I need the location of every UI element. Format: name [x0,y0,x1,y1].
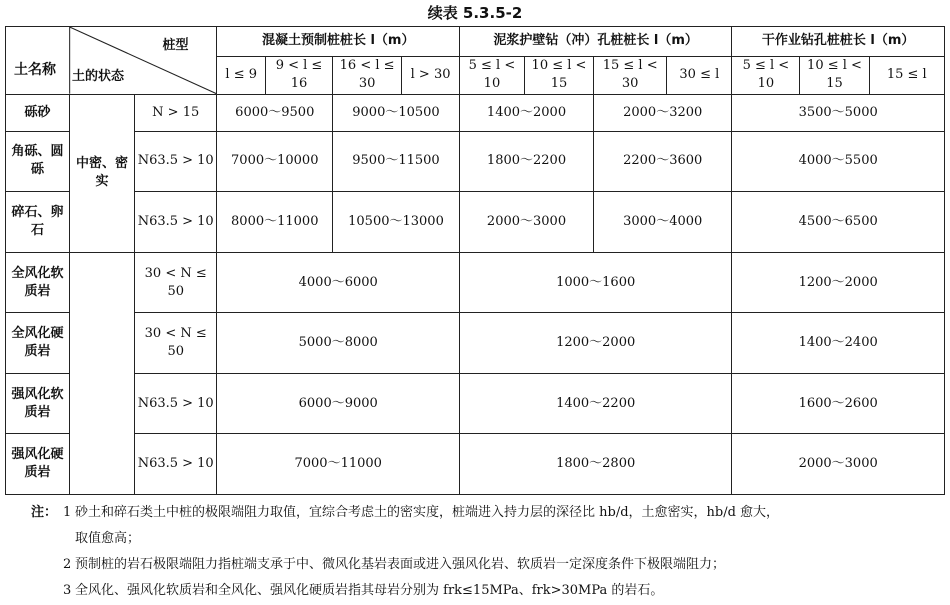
length-header: l ≤ 9 [217,56,265,94]
note-number: 2 [63,557,72,572]
length-header: 15 ≤ l [869,56,944,94]
value-cell: 10500～13000 [333,192,460,253]
group-header-dry: 干作业钻孔桩桩长 l（m） [732,27,945,57]
note-item [5,500,945,526]
value-cell: 8000～11000 [217,192,333,253]
table-row [6,373,945,434]
value-cell: 1800～2200 [459,131,593,192]
value-cell: 6000～9000 [217,373,459,434]
header-diagonal-cell [6,27,217,95]
note-continuation [5,526,945,552]
value-cell: 4000～6000 [217,252,459,313]
value-cell: 1200～2000 [459,313,731,374]
group-header-precast: 混凝土预制桩桩长 l（m） [217,27,459,57]
soil-state-cell-empty [69,252,134,494]
condition-cell: N63.5 > 10 [134,131,217,192]
length-header: 5 ≤ l < 10 [732,56,800,94]
value-cell: 2000～3200 [594,94,732,131]
resistance-table [5,26,945,495]
condition-cell: N > 15 [134,94,217,131]
value-cell: 1200～2000 [732,252,945,313]
length-header: 15 ≤ l < 30 [594,56,667,94]
table-row [6,252,945,313]
condition-cell: 30 < N ≤ 50 [134,313,217,374]
soil-name-cell: 角砾、圆砾 [6,131,70,192]
value-cell: 2200～3600 [594,131,732,192]
value-cell: 1000～1600 [459,252,731,313]
soil-name-cell: 强风化软质岩 [6,373,70,434]
value-cell: 1400～2400 [732,313,945,374]
soil-name-cell: 全风化软质岩 [6,252,70,313]
pile-type-label: 桩型 [162,38,189,53]
note-item [5,552,945,578]
value-cell: 4500～6500 [732,192,945,253]
value-cell: 2000～3000 [732,434,945,495]
value-cell: 3500～5000 [732,94,945,131]
soil-name-cell: 强风化硬质岩 [6,434,70,495]
value-cell: 6000～9500 [217,94,333,131]
note-text: 取值愈高； [75,531,141,546]
condition-cell: N63.5 > 10 [134,373,217,434]
table-row [6,131,945,192]
length-header: 10 ≤ l < 15 [524,56,593,94]
group-header-slurry: 泥浆护壁钻（冲）孔桩桩长 l（m） [459,27,731,57]
table-row [6,94,945,131]
value-cell: 5000～8000 [217,313,459,374]
note-text: 砂土和碎石类土中桩的极限端阻力取值，宜综合考虑土的密实度，桩端进入持力层的深径比 hb/d，土愈密实，hb/d 愈大， [75,505,780,520]
notes-label: 注： [30,505,57,520]
value-cell: 9000～10500 [333,94,460,131]
length-header: l > 30 [402,56,460,94]
table-row [6,313,945,374]
note-number: 1 [63,505,72,520]
soil-state-cell: 中密、密实 [69,94,134,252]
value-cell: 7000～10000 [217,131,333,192]
notes-section [5,500,945,604]
soil-name-cell: 砾砂 [6,94,70,131]
note-text: 预制桩的岩石极限端阻力指桩端支承于中、微风化基岩表面或进入强风化岩、软质岩一定深度条件下极限端阻力； [75,557,726,572]
value-cell: 1800～2800 [459,434,731,495]
condition-cell: N63.5 > 10 [134,192,217,253]
condition-cell: N63.5 > 10 [134,434,217,495]
length-header: 30 ≤ l [667,56,732,94]
length-header: 5 ≤ l < 10 [459,56,524,94]
table-row [6,434,945,495]
length-header: 9 < l ≤ 16 [265,56,332,94]
length-header: 10 ≤ l < 15 [800,56,869,94]
note-item [5,578,945,604]
value-cell: 4000～5500 [732,131,945,192]
table-row [6,192,945,253]
length-header: 16 < l ≤ 30 [333,56,402,94]
soil-name-cell: 碎石、卵石 [6,192,70,253]
soil-name-cell: 全风化硬质岩 [6,313,70,374]
table-title: 续表 5.3.5-2 [427,4,523,22]
value-cell: 1400～2000 [459,94,593,131]
note-number: 3 [63,583,72,598]
soil-name-label: 土名称 [14,62,56,78]
value-cell: 2000～3000 [459,192,593,253]
value-cell: 1600～2600 [732,373,945,434]
value-cell: 9500～11500 [333,131,460,192]
soil-state-label: 土的状态 [72,68,125,84]
value-cell: 3000～4000 [594,192,732,253]
note-text: 全风化、强风化软质岩和全风化、强风化硬质岩指其母岩分别为 frk≤15MPa、frk>30MPa 的岩石。 [75,583,664,598]
condition-cell: 30 < N ≤ 50 [134,252,217,313]
value-cell: 7000～11000 [217,434,459,495]
value-cell: 1400～2200 [459,373,731,434]
